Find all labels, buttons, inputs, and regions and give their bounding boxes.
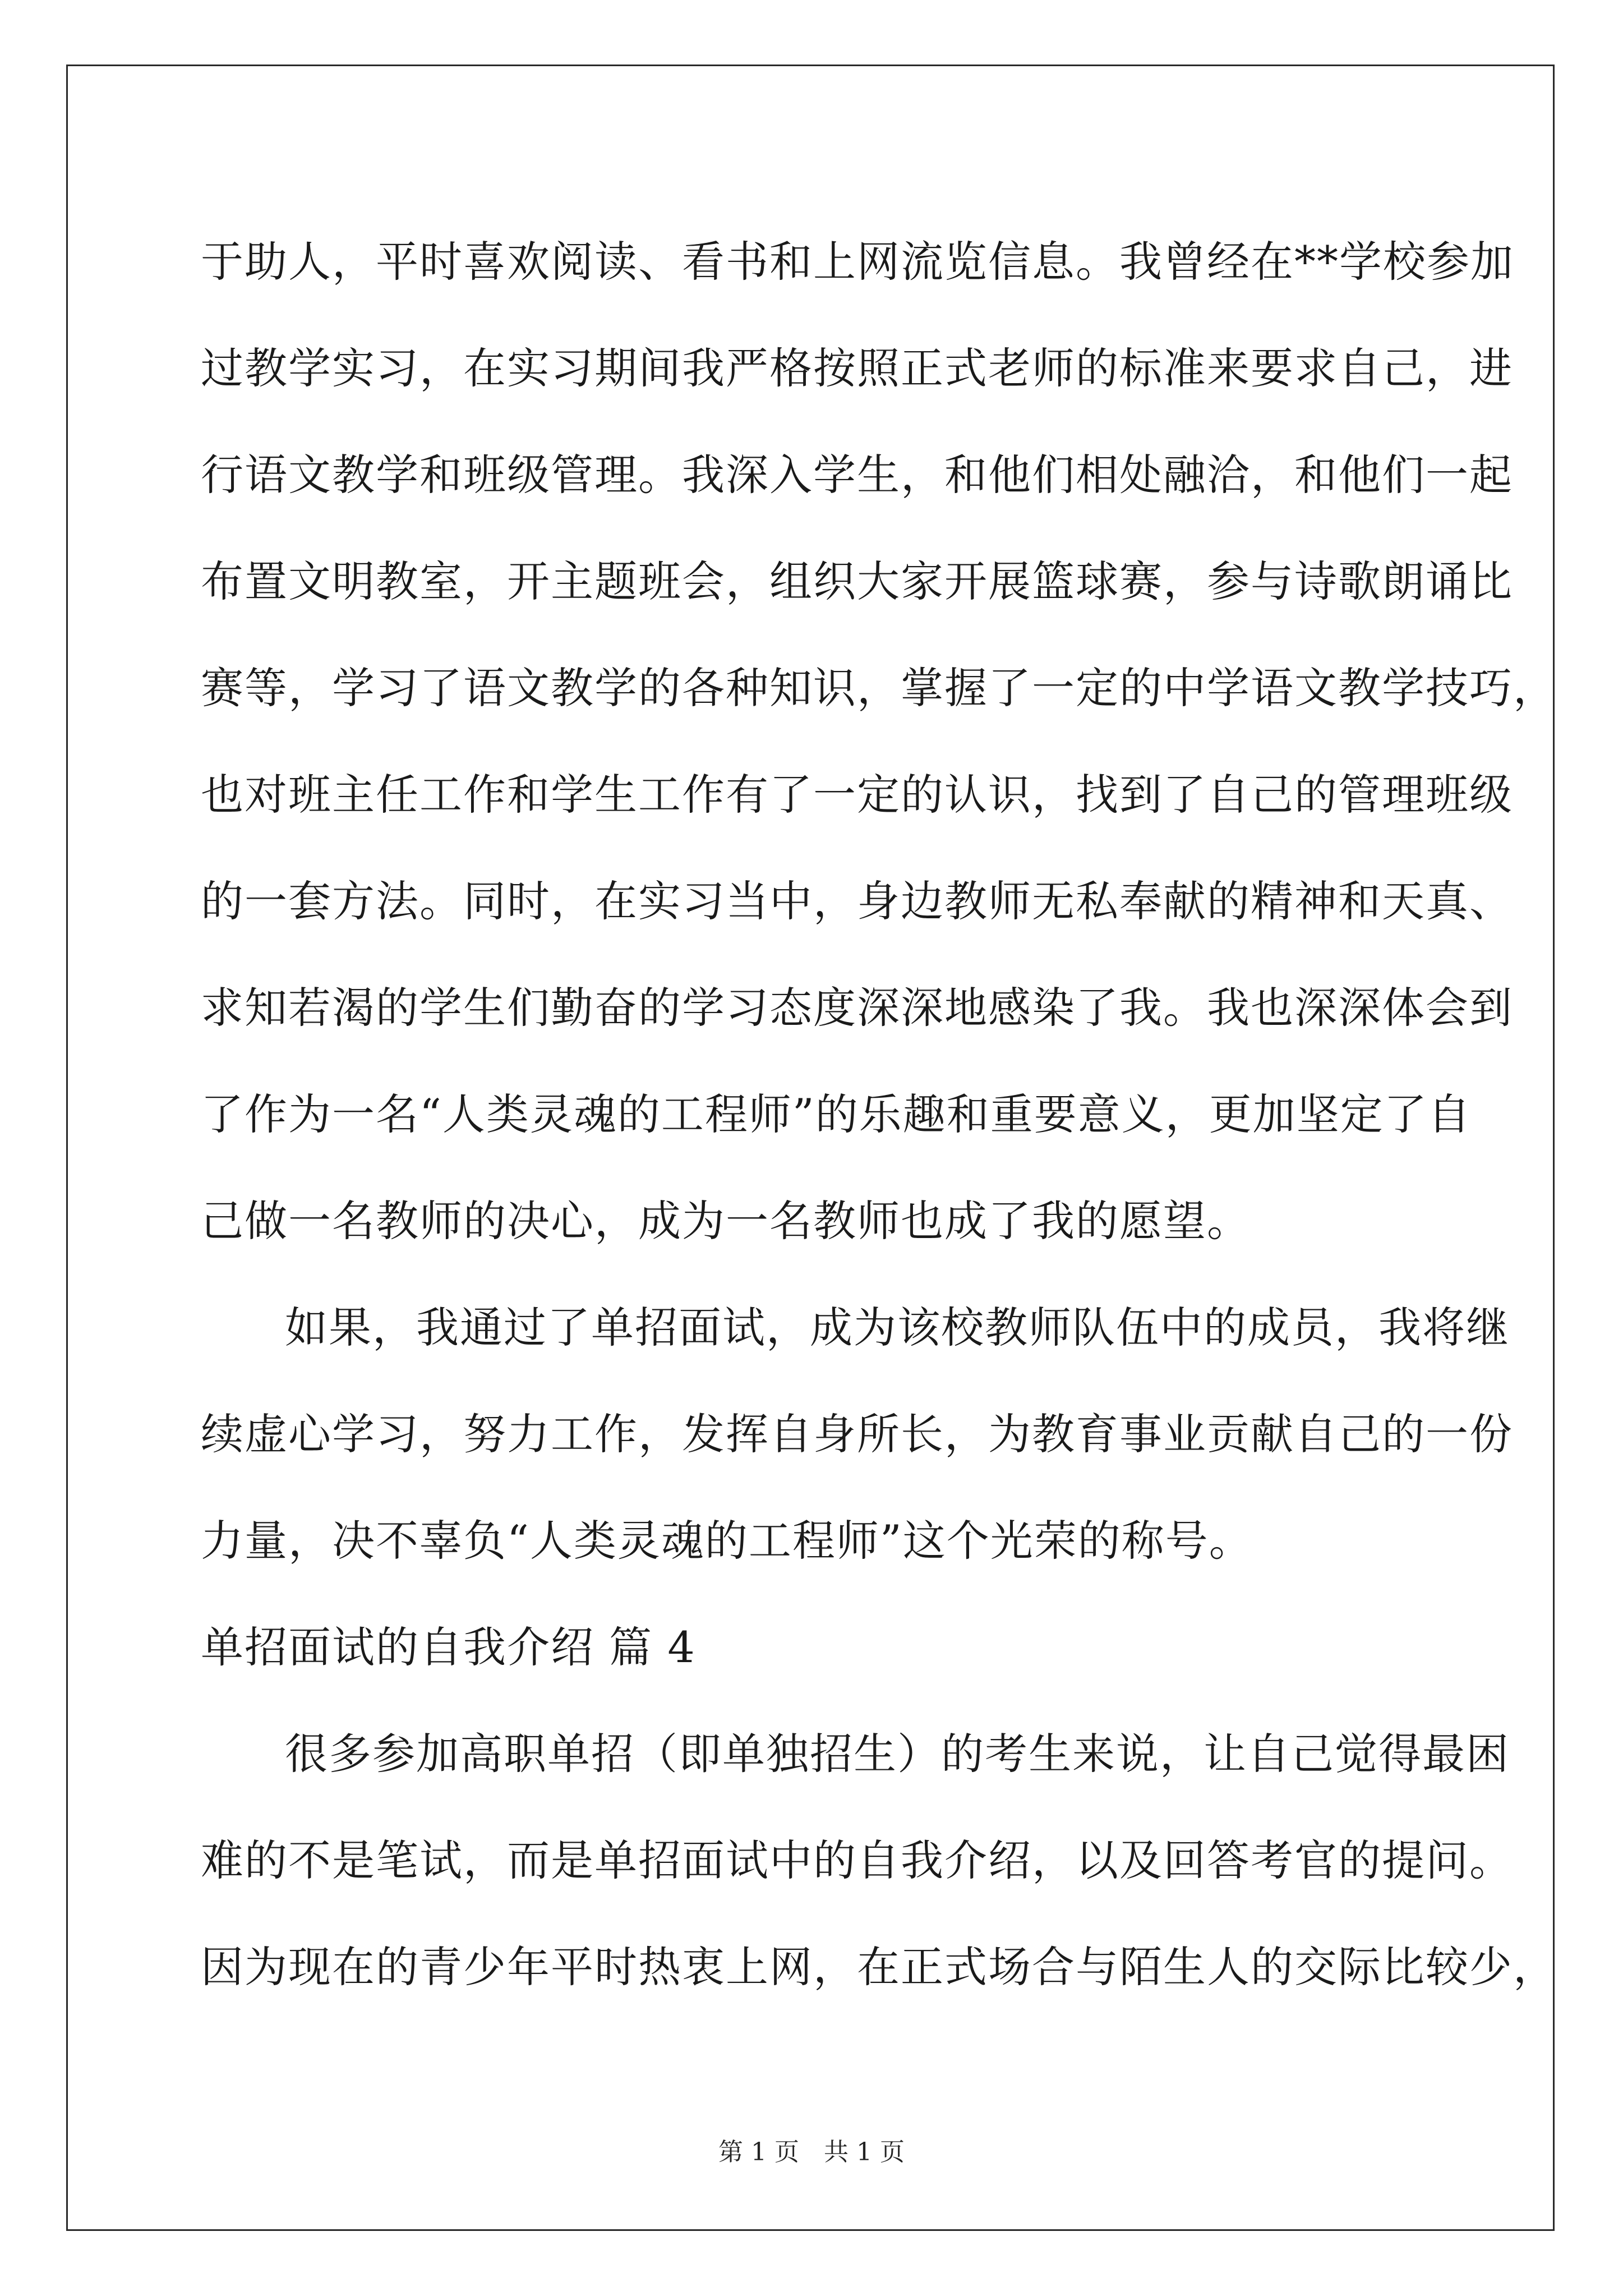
paragraph-line: 过教学实习，在实习期间我严格按照正式老师的标准来要求自己，进 xyxy=(201,343,1513,393)
paragraph-line: 己做一名教师的决心，成为一名教师也成了我的愿望。 xyxy=(201,1196,1251,1246)
paragraph-line: 力量，决不辜负“人类灵魂的工程师”这个光荣的称号。 xyxy=(201,1516,1253,1566)
paragraph-line: 很多参加高职单招（即单独招生）的考生来说，让自己觉得最困 xyxy=(285,1729,1510,1779)
paragraph-line: 了作为一名“人类灵魂的工程师”的乐趣和重要意义，更加坚定了自 xyxy=(201,1089,1472,1139)
paragraph-line: 布置文明教室，开主题班会，组织大家开展篮球赛，参与诗歌朗诵比 xyxy=(201,556,1513,606)
section-heading: 单招面试的自我介绍 篇 4 xyxy=(201,1622,696,1672)
paragraph-line: 难的不是笔试，而是单招面试中的自我介绍，以及回答考官的提问。 xyxy=(201,1835,1513,1885)
paragraph-line: 续虚心学习，努力工作，发挥自身所长，为教育事业贡献自己的一份 xyxy=(201,1409,1513,1459)
paragraph-line: 赛等，学习了语文教学的各种知识，掌握了一定的中学语文教学技巧， xyxy=(201,663,1557,713)
paragraph-line: 行语文教学和班级管理。我深入学生，和他们相处融洽，和他们一起 xyxy=(201,450,1513,500)
paragraph-line: 于助人，平时喜欢阅读、看书和上网流览信息。我曾经在**学校参加 xyxy=(201,237,1514,287)
paragraph-line: 求知若渴的学生们勤奋的学习态度深深地感染了我。我也深深体会到 xyxy=(201,983,1513,1033)
paragraph-line: 也对班主任工作和学生工作有了一定的认识，找到了自己的管理班级 xyxy=(201,770,1513,820)
paragraph-line: 因为现在的青少年平时热衷上网，在正式场合与陌生人的交际比较少， xyxy=(201,1942,1557,1992)
paragraph-line: 的一套方法。同时，在实习当中，身边教师无私奉献的精神和天真、 xyxy=(201,876,1513,926)
page-footer: 第 1 页 共 1 页 xyxy=(718,2138,905,2166)
document-body xyxy=(201,209,1557,2021)
paragraph-line: 如果，我通过了单招面试，成为该校教师队伍中的成员，我将继 xyxy=(285,1303,1510,1352)
